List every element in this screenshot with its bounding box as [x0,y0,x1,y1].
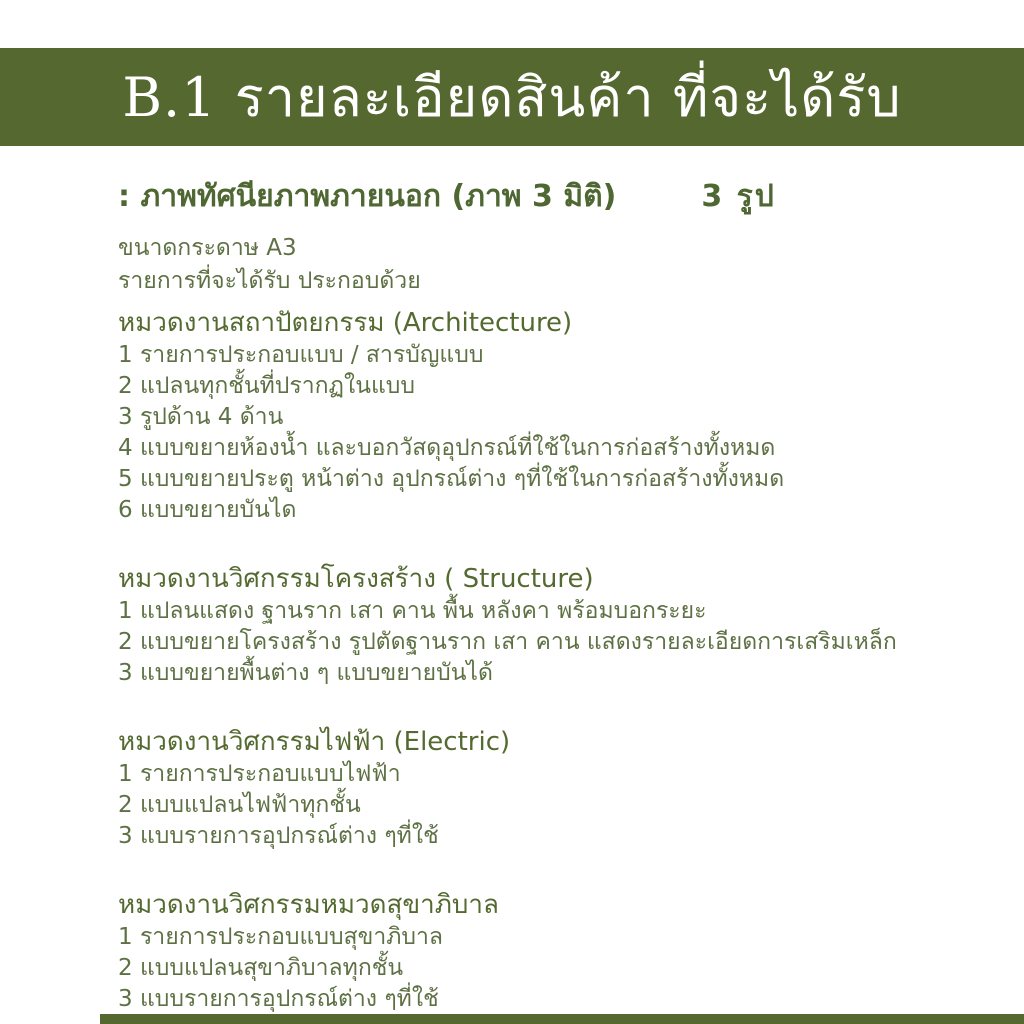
header-banner [0,48,1024,146]
list-item: 4 แบบขยายห้องน้ำ และบอกวัสดุอุปกรณ์ที่ใช้ในการก่อสร้างทั้งหมด [118,435,776,461]
list-item: 3 แบบรายการอุปกรณ์ต่าง ๆที่ใช้ [118,823,439,849]
document-body [118,146,994,1015]
work-section [118,725,994,852]
work-section [118,306,994,526]
list-item: 6 แบบขยายบันได [118,497,297,523]
list-item: 2 แบบแปลนไฟฟ้าทุกชั้น [118,792,361,818]
section-heading: หมวดงานสถาปัตยกรรม (Architecture) [118,308,573,338]
list-item: 3 แบบรายการอุปกรณ์ต่าง ๆที่ใช้ [118,986,439,1012]
image-count: 3 รูป [701,179,776,214]
list-item: 2 แบบแปลนสุขาภิบาลทุกชั้น [118,955,404,981]
footer-bar [100,1014,1024,1024]
section-items [118,596,994,689]
product-subtitle: : ภาพทัศนียภาพภายนอก (ภาพ 3 มิติ) [118,179,617,214]
section-heading: หมวดงานวิศกรรมไฟฟ้า (Electric) [118,727,511,757]
intro-line: รายการที่จะได้รับ ประกอบด้วย [118,268,421,294]
page-title: B.1 รายละเอียดสินค้า ที่จะได้รับ [122,66,902,129]
list-item: 3 แบบขยายพื้นต่าง ๆ แบบขยายบันได้ [118,660,493,686]
list-item: 1 รายการประกอบแบบไฟฟ้า [118,761,401,787]
list-item: 1 รายการประกอบแบบสุขาภิบาล [118,924,443,950]
list-item: 2 แบบขยายโครงสร้าง รูปตัดฐานราก เสา คาน แสดงรายละเอียดการเสริมเหล็ก [118,629,897,655]
section-heading: หมวดงานวิศกรรมโครงสร้าง ( Structure) [118,564,594,594]
paper-size-line: ขนาดกระดาษ A3 [118,235,297,261]
list-item: 3 รูปด้าน 4 ด้าน [118,404,284,430]
list-item: 1 รายการประกอบแบบ / สารบัญแบบ [118,342,484,368]
section-items [118,922,994,1015]
work-section [118,888,994,1015]
list-item: 2 แปลนทุกชั้นที่ปรากฏในแบบ [118,373,415,399]
section-items [118,759,994,852]
product-subtitle-row [118,176,994,218]
section-heading: หมวดงานวิศกรรมหมวดสุขาภิบาล [118,890,499,920]
list-item: 1 แปลนแสดง ฐานราก เสา คาน พื้น หลังคา พร้อมบอกระยะ [118,598,707,624]
section-items [118,340,994,526]
sections-container [118,306,994,1015]
work-section [118,562,994,689]
list-item: 5 แบบขยายประตู หน้าต่าง อุปกรณ์ต่าง ๆที่ใช้ในการก่อสร้างทั้งหมด [118,466,785,492]
